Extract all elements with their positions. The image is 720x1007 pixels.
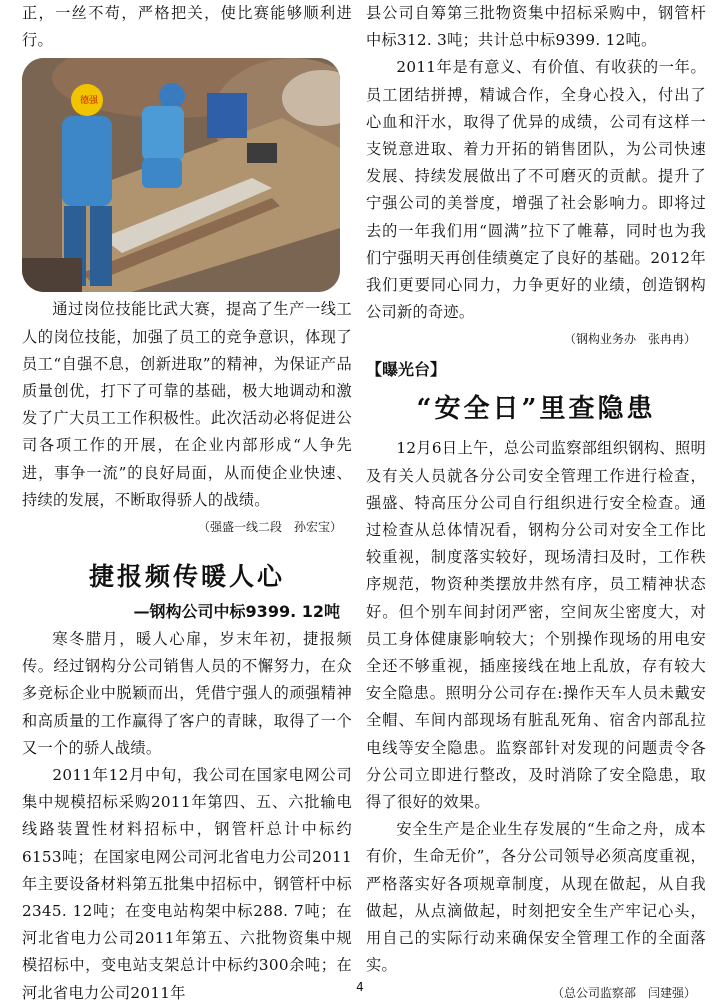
helmet-text: 德强: [80, 96, 99, 107]
left-paragraph-3: 2011年12月中旬，我公司在国家电网公司集中规模招标采购2011年第四、五、六批输电线路装置性材料招标中，钢管杆总计中标约6153吨；在国家电网公司河北省电力公司2011年主要设备材料第五批集中招标中，钢管杆中标2345. 12吨；在变电站构架中标288. 7吨；在河北省电力公司2011年第五、六批物资集中规模招标中，变电站支架总计中标约300余吨；在河北省电力公司2011年: [22, 766, 352, 1002]
right-signature-1: （钢构业务办 张冉冉）: [563, 332, 696, 347]
right-column: [366, 0, 706, 1001]
article-title-1: 捷报频传暖人心: [88, 562, 285, 592]
left-paragraph-2: 寒冬腊月，暖人心扉，岁末年初，捷报频传。经过钢构分公司销售人员的不懈努力，在众多竞标企业中脱颖而出，凭借宁强人的顽强精神和高质量的工作赢得了客户的青睐，取得了一个又一个的骄人战绩。: [22, 630, 352, 757]
right-paragraph-2: 12月6日上午，总公司监察部组织钢构、照明及有关人员就各分公司安全管理工作进行检查，强盛、特高压分公司自行组织进行安全检查。通过检查从总体情况看，钢构分公司对安全工作比较重视，制度落实较好，现场清扫及时，工作秩序规范，物资种类摆放井然有序，员工精神状态好。但个别车间封闭严密，空间灰尘密度大，对员工身体健康影响较大；个别操作现场的用电安全还不够重视，插座接线在地上乱放，存有较大安全隐患。照明分公司存在:操作天车人员未戴安全帽、车间内部现场有脏乱死角、宿舍内部乱拉电线等安全隐患。监察部针对发现的问题责令各分公司立即进行整改，及时消除了安全隐患，取得了很好的效果。: [366, 439, 706, 812]
article-title-2: “安全日”里查隐患: [416, 394, 656, 425]
left-paragraph-1: 通过岗位技能比武大赛，提高了生产一线工人的岗位技能，加强了员工的竞争意识，体现了员工“自强不息，创新进取”的精神，为保证产品质量创优，打下了可靠的基础，极大地调动和激发了广大员工工作积极性。此次活动必将促进公司各项工作的开展，在企业内部形成“人争先进，事争一流”的良好局面，从而使企业快速、持续的发展，不断取得骄人的战绩。: [22, 300, 352, 509]
left-column: [22, 0, 352, 1007]
right-paragraph-1: 2011年是有意义、有价值、有收获的一年。员工团结拼搏，精诚合作，全身心投入，付出了心血和汗水，取得了优异的成绩，公司有这样一支锐意进取、着力开拓的销售团队，为公司快速发展、持续发展做出了不可磨灭的贡献。提升了宁强公司的美誉度，增强了社会影响力。即将过去的一年我们用“圆满”拉下了帷幕，同时也为我们宁强明天再创佳绩奠定了良好的基础。2012年我们更要同心同力，力争更好的业绩，创造钢构公司新的奇迹。: [366, 58, 706, 322]
welding-workers-photo: [22, 58, 340, 292]
section-tag: 【曝光台】: [366, 360, 447, 380]
left-intro-text: 正，一丝不苟，严格把关，使比赛能够顺利进行。: [22, 4, 352, 50]
article-subtitle-1: —钢构公司中标9399. 12吨: [133, 602, 340, 622]
page-number: 4: [356, 980, 364, 994]
left-signature-1: （强盛一线二段 孙宏宝）: [197, 520, 342, 535]
right-continuation-text: 县公司自筹第三批物资集中招标采购中，钢管杆中标312. 3吨；共计总中标9399. 12吨。: [366, 4, 706, 50]
right-signature-2: （总公司监察部 闫建强）: [551, 985, 696, 1000]
photo-illustration: [22, 58, 340, 292]
right-paragraph-3: 安全生产是企业生存发展的“生命之舟，成本有价，生命无价”，各分公司领导必须高度重视，严格落实好各项规章制度，从现在做起，从自我做起，从点滴做起，时刻把安全生产牢记心头，用自己的实际行动来确保安全管理工作的全面落实。: [366, 820, 706, 975]
